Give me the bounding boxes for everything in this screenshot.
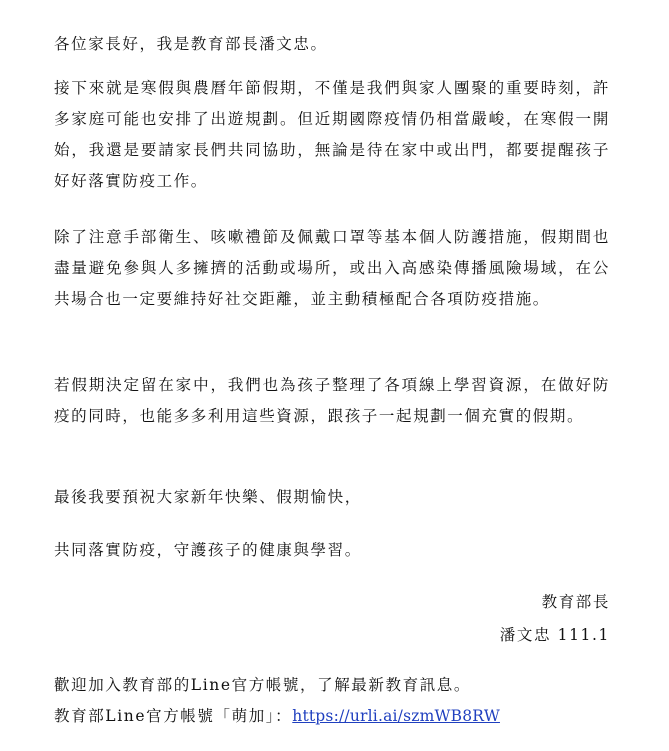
closing-wishes: 最後我要預祝大家新年快樂、假期愉快， [54, 488, 362, 506]
footer-line-account: 歡迎加入教育部的Line官方帳號，了解最新教育訊息。 [54, 676, 472, 694]
paragraph-learning: 若假期決定留在家中，我們也為孩子整理了各項線上學習資源，在做好防疫的同時，也能多多利用這些資源，跟孩子一起規劃一個充實的假期。 [54, 376, 610, 425]
closing-statement: 共同落實防疫，守護孩子的健康與學習。 [54, 541, 362, 559]
line-account-link[interactable]: https://urli.ai/szmWB8RW [292, 707, 500, 725]
signature-title: 教育部長 [541, 593, 610, 611]
footer-link-label: 教育部Line官方帳號「萌加」： [54, 707, 293, 725]
footer-line-link-row [54, 705, 500, 727]
signature-name-date: 潘文忠 111.1 [499, 626, 610, 644]
letter-greeting: 各位家長好，我是教育部長潘文忠。 [54, 35, 328, 53]
paragraph-protection: 除了注意手部衛生、咳嗽禮節及佩戴口罩等基本個人防護措施，假期間也盡量避免參與人多擁擠的活動或場所，或出入高感染傳播風險場域，在公共場合也一定要維持好社交距離，並主動積極配合各項防疫措施。 [54, 228, 610, 308]
paragraph-holiday: 接下來就是寒假與農曆年節假期，不僅是我們與家人團聚的重要時刻，許多家庭可能也安排了出遊規劃。但近期國際疫情仍相當嚴峻，在寒假一開始，我還是要請家長們共同協助，無論是待在家中或出門，都要提醒孩子好好落實防疫工作。 [54, 79, 610, 190]
